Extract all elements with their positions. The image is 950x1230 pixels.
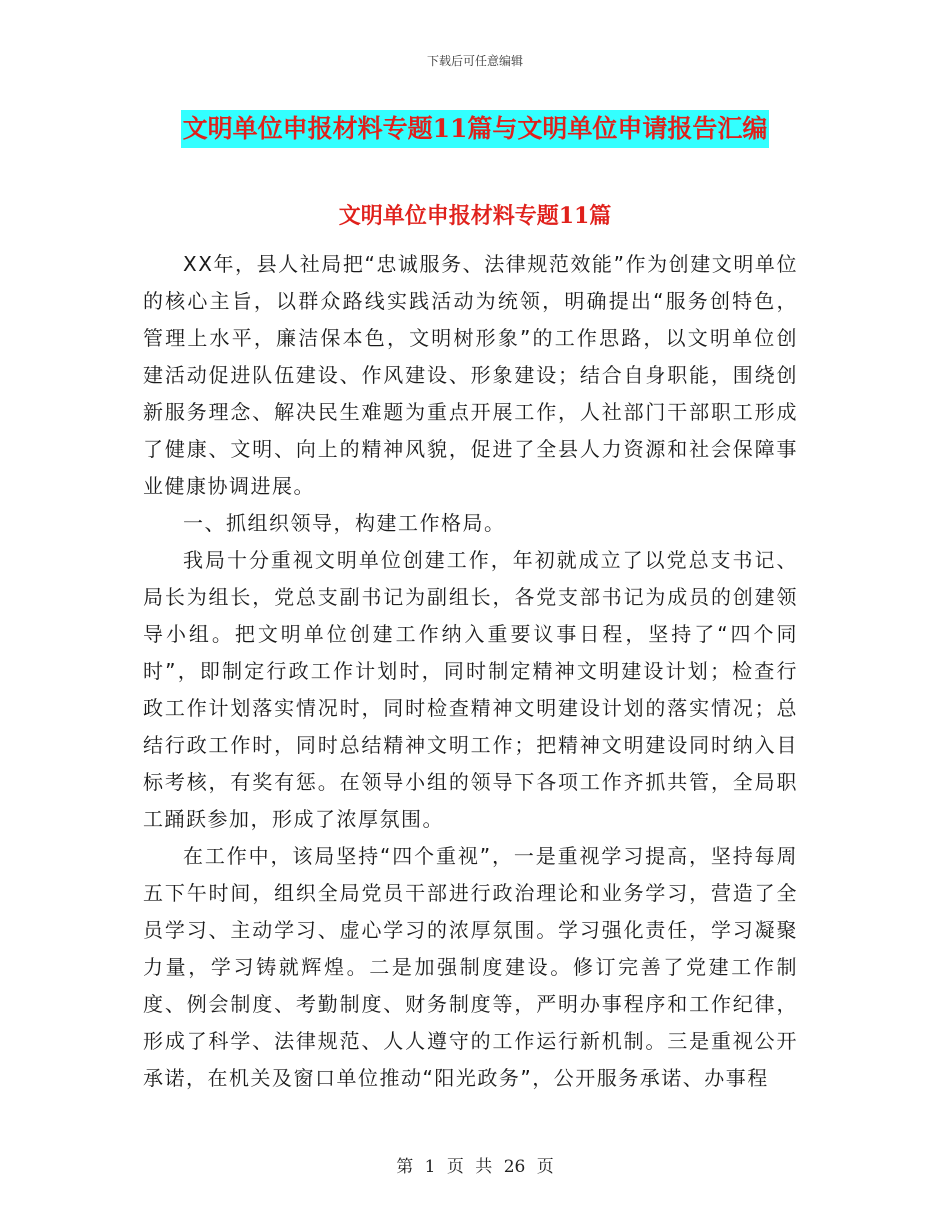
- section-title: 文明单位申报材料专题11篇: [338, 203, 612, 229]
- body-paragraph: 我局十分重视文明单位创建工作，年初就成立了以党总支书记、局长为组长，党总支副书记为副组长，各党支部书记为成员的创建领导小组。把文明单位创建工作纳入重要议事日程，坚持了“四个同时”，即制定行政工作计划时，同时制定精神文明建设计划；检查行政工作计划落实情况时，同时检查精神文明建设计划的落实情况；总结行政工作时，同时总结精神文明工作；把精神文明建设同时纳入目标考核，有奖有惩。在领导小组的领导下各项工作齐抓共管，全局职工踊跃参加，形成了浓厚氛围。: [143, 548, 798, 831]
- document-title: 文明单位申报材料专题11篇与文明单位申请报告汇编: [181, 110, 770, 148]
- body-paragraph: 一、抓组织领导，构建工作格局。: [183, 511, 506, 535]
- document-body: [143, 246, 798, 1097]
- header-note: 下载后可任意编辑: [426, 54, 523, 68]
- body-paragraph: XX年，县人社局把“忠诚服务、法律规范效能”作为创建文明单位的核心主旨，以群众路线实践活动为统领，明确提出“服务创特色，管理上水平，廉洁保本色，文明树形象”的工作思路，以文明单位创建活动促进队伍建设、作风建设、形象建设；结合自身职能，围绕创新服务理念、解决民生难题为重点开展工作，人社部门干部职工形成了健康、文明、向上的精神风貌，促进了全县人力资源和社会保障事业健康协调进展。: [143, 252, 798, 498]
- page-footer: 第 1 页 共 26 页: [396, 1157, 554, 1177]
- body-paragraph: 在工作中，该局坚持“四个重视”，一是重视学习提高，坚持每周五下午时间，组织全局党员干部进行政治理论和业务学习，营造了全员学习、主动学习、虚心学习的浓厚氛围。学习强化责任，学习凝聚力量，学习铸就辉煌。二是加强制度建设。修订完善了党建工作制度、例会制度、考勤制度、财务制度等，严明办事程序和工作纪律，形成了科学、法律规范、人人遵守的工作运行新机制。三是重视公开承诺，在机关及窗口单位推动“阳光政务”，公开服务承诺、办事程: [143, 844, 798, 1090]
- document-title-container: [0, 110, 950, 148]
